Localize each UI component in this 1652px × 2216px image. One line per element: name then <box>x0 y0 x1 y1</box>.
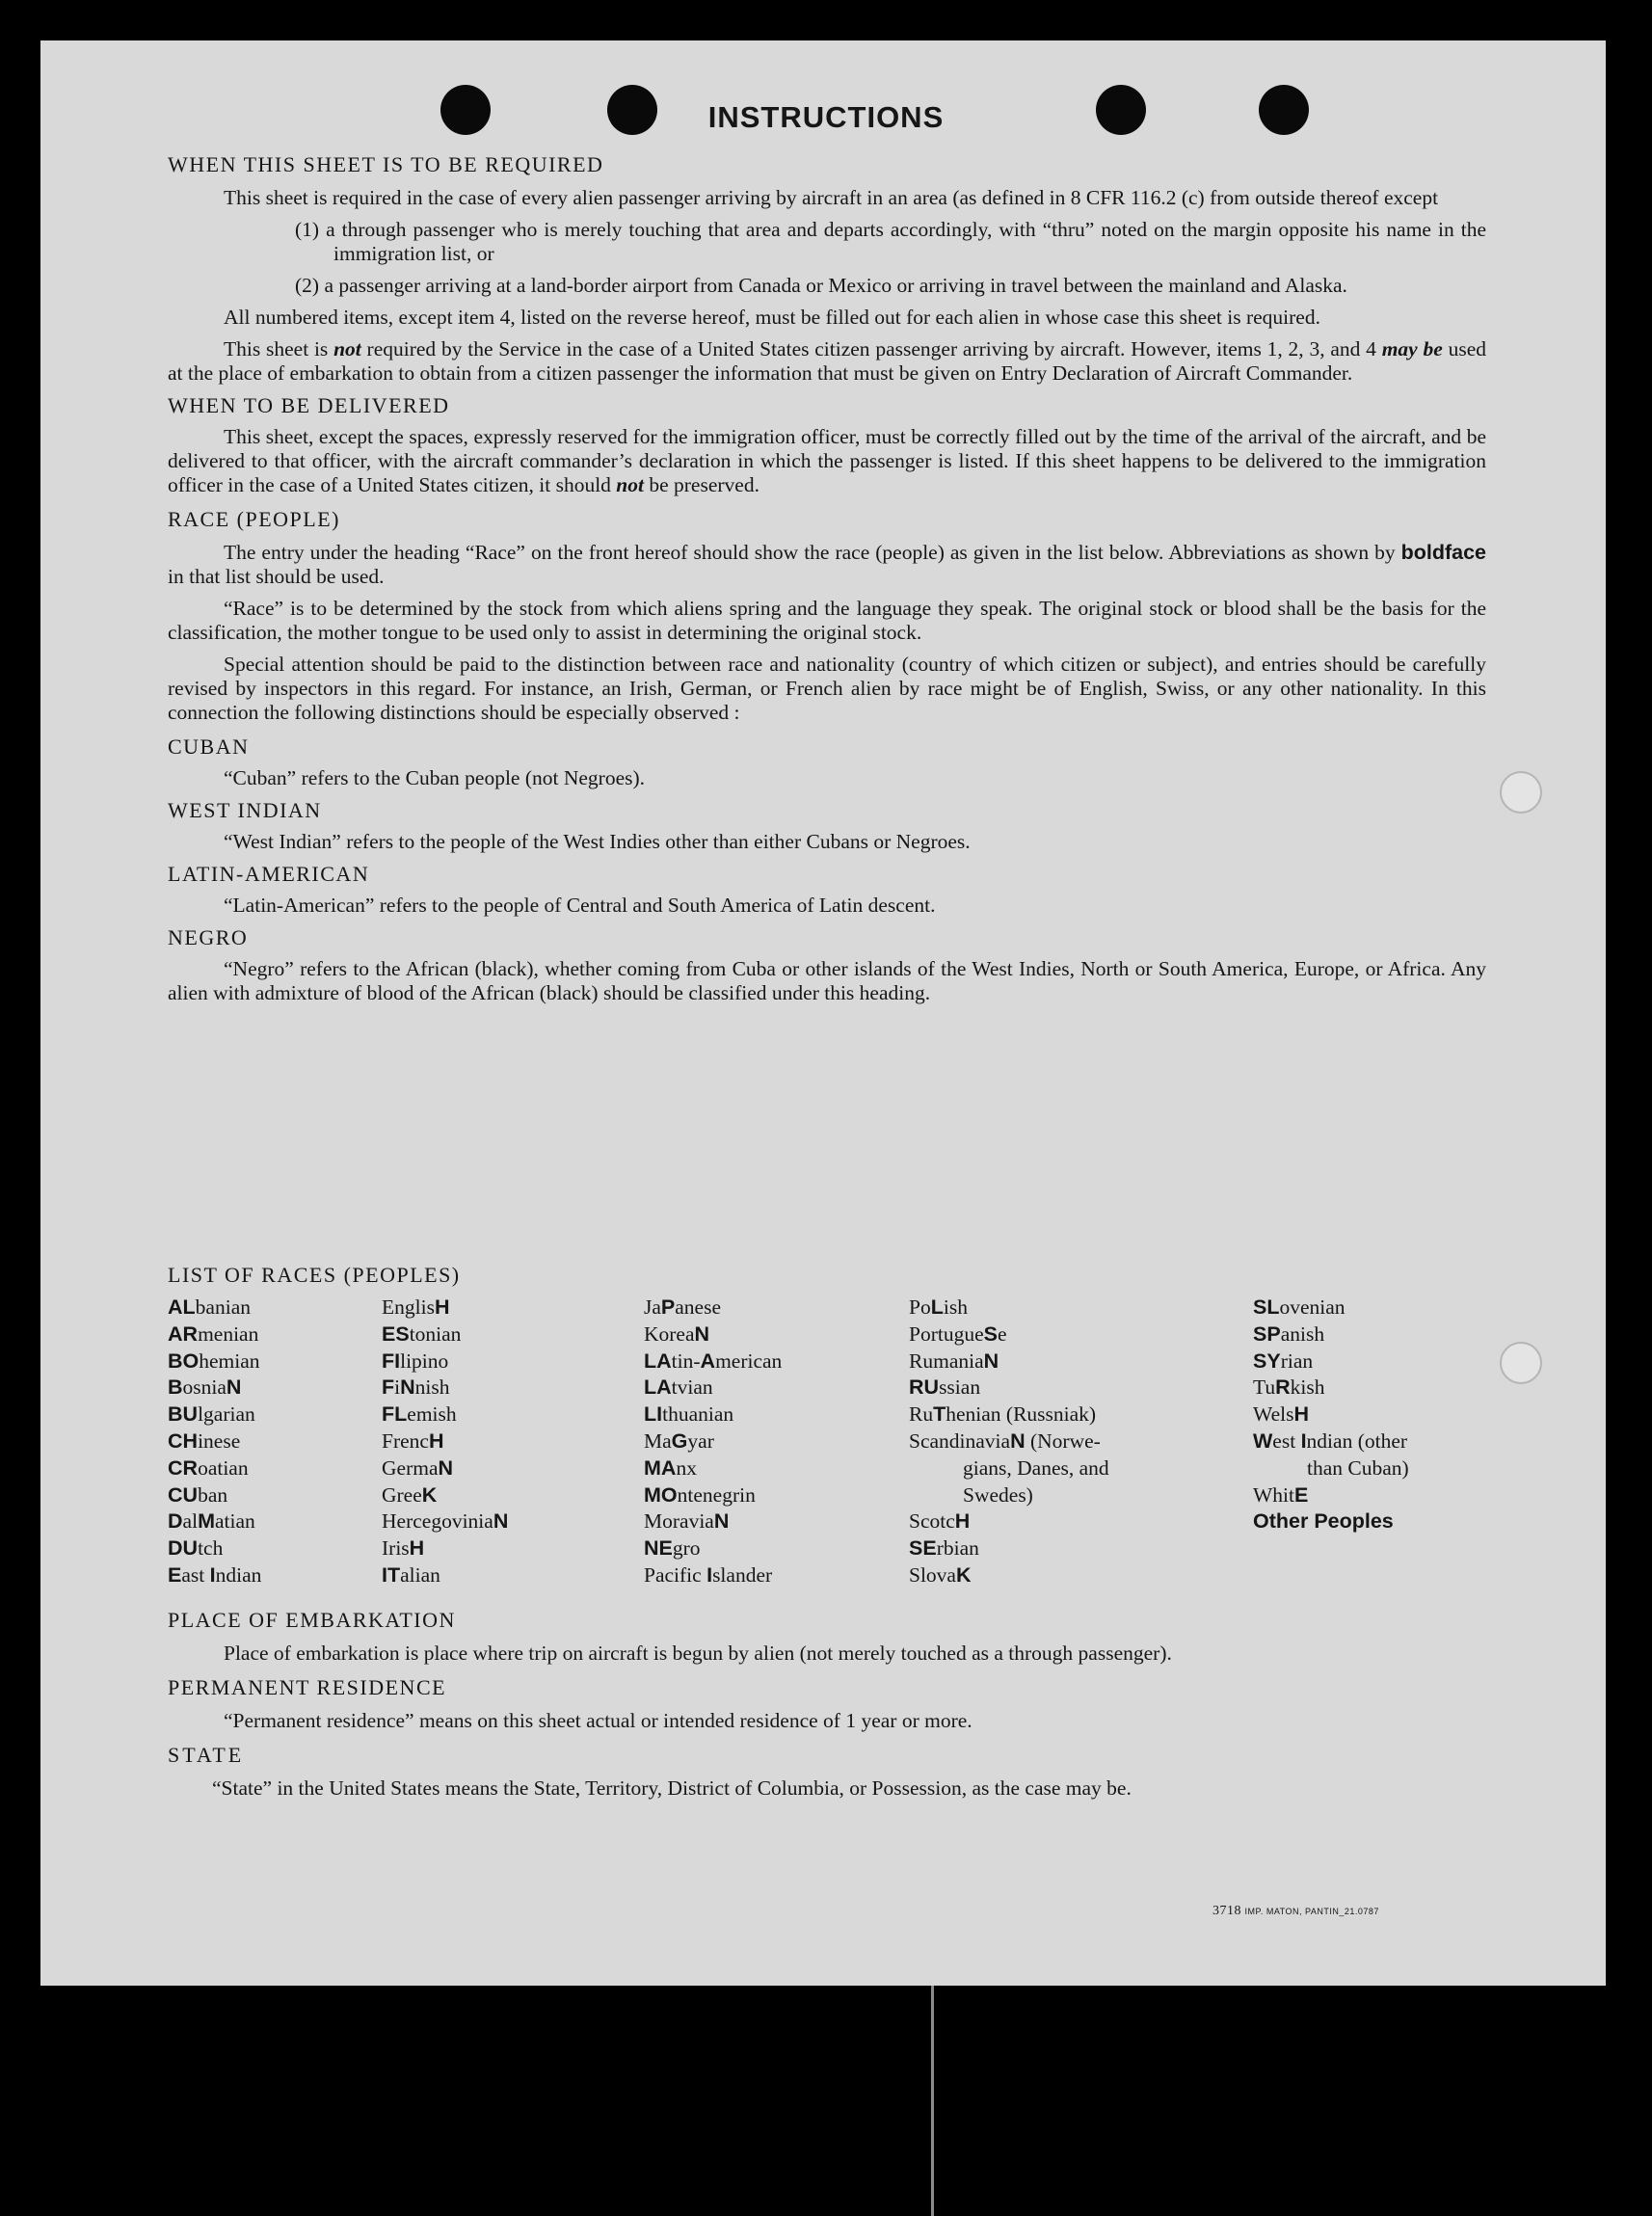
race-entry: SLovenian <box>1253 1295 1346 1319</box>
race-entry: West Indian (other <box>1253 1428 1408 1453</box>
binder-ring <box>1500 1342 1542 1384</box>
race-entry: gians, Danes, and <box>963 1455 1109 1480</box>
heading-latin-american: LATIN-AMERICAN <box>168 862 370 886</box>
race-entry: ARmenian <box>168 1322 259 1346</box>
race-entry: SErbian <box>909 1536 979 1561</box>
para-residence: “Permanent residence” means on this sheet actual or intended residence of 1 year or more. <box>224 1709 973 1732</box>
race-entry: WelsH <box>1253 1402 1309 1427</box>
race-entry: SPanish <box>1253 1322 1325 1346</box>
race-entry: Swedes) <box>963 1482 1033 1507</box>
race-entry: ScandinaviaN (Norwe- <box>909 1428 1101 1453</box>
race-entry: SYrian <box>1253 1348 1314 1373</box>
binder-ring <box>1500 771 1542 814</box>
race-entry: RuThenian (Russniak) <box>909 1402 1097 1427</box>
para-numbered-items: All numbered items, except item 4, listed on the reverse hereof, must be filled out for each alien in whose case this sheet is required. <box>224 306 1320 329</box>
para-citizen: This sheet is not required by the Service in the case of a United States citizen passenger arriving by aircraft. However, items 1, 2, 3, and 4 may be used at the place of embarkation to obtain from a citizen passenger the information that must be given on Entry Declaration of Aircraft Commander. <box>168 337 1486 385</box>
race-entry: FLemish <box>382 1402 457 1427</box>
race-entry: GermaN <box>382 1455 454 1480</box>
race-entry: PoLish <box>909 1295 968 1319</box>
para-required: This sheet is required in the case of every alien passenger arriving by aircraft in an area (as defined in 8 CFR 116.2 (c) from outside thereof except <box>224 186 1439 209</box>
heading-list-of-races: LIST OF RACES (PEOPLES) <box>168 1263 461 1287</box>
heading-delivered: WHEN TO BE DELIVERED <box>168 393 450 417</box>
race-entry: ITalian <box>382 1562 440 1587</box>
race-entry: EnglisH <box>382 1295 450 1319</box>
heading-state: STATE <box>168 1743 245 1767</box>
race-entry: EStonian <box>382 1322 462 1346</box>
race-entry: MoraviaN <box>644 1509 730 1534</box>
exception-2: (2) a passenger arriving at a land-border airport from Canada or Mexico or arriving in travel between the mainland and Alaska. <box>295 274 1347 297</box>
heading-west-indian: WEST INDIAN <box>168 798 322 822</box>
race-entry: MAnx <box>644 1455 697 1480</box>
form-code: 3718 IMP. MATON, PANTIN_21.0787 <box>1212 1904 1379 1918</box>
race-entry: FiNnish <box>382 1375 450 1400</box>
race-entry: TuRkish <box>1253 1375 1325 1400</box>
heading-required: WHEN THIS SHEET IS TO BE REQUIRED <box>168 152 604 176</box>
race-entry: FrencH <box>382 1428 444 1453</box>
race-entry: ScotcH <box>909 1509 971 1534</box>
race-column <box>382 1295 508 1589</box>
race-entry: GreeK <box>382 1482 438 1507</box>
race-entry: NEgro <box>644 1536 701 1561</box>
race-entry: than Cuban) <box>1307 1455 1409 1480</box>
para-embarkation: Place of embarkation is place where trip on aircraft is begun by alien (not merely touched as a through passenger). <box>224 1642 1172 1665</box>
race-entry: BosniaN <box>168 1375 242 1400</box>
exception-1: (1) a through passenger who is merely touching that area and departs accordingly, with “thru” noted on the margin opposite his name in the immigration list, or <box>295 218 1486 265</box>
race-entry: ALbanian <box>168 1295 251 1319</box>
race-entry: RUssian <box>909 1375 981 1400</box>
race-entry: WhitE <box>1253 1482 1309 1507</box>
race-entry: LIthuanian <box>644 1402 734 1427</box>
page-title: INSTRUCTIONS <box>707 100 945 134</box>
race-entry: East Indian <box>168 1562 262 1587</box>
race-column <box>168 1295 261 1589</box>
race-entry: LAtin-American <box>644 1348 783 1373</box>
race-column <box>909 1295 1109 1589</box>
heading-negro: NEGRO <box>168 925 249 949</box>
race-entry: MOntenegrin <box>644 1482 756 1507</box>
para-cuban: “Cuban” refers to the Cuban people (not Negroes). <box>224 766 646 789</box>
races-heading-block <box>168 1263 1486 1287</box>
heading-cuban: CUBAN <box>168 734 250 759</box>
race-entry: HercegoviniaN <box>382 1509 509 1534</box>
heading-race: RACE (PEOPLE) <box>168 507 340 531</box>
race-entry: BUlgarian <box>168 1402 255 1427</box>
section-required <box>168 152 1486 1005</box>
para-state: “State” in the United States means the State, Territory, District of Columbia, or Possession, as the case may be. <box>212 1776 1132 1800</box>
para-race-entry: The entry under the heading “Race” on the front hereof should show the race (people) as given in the list below. Abbreviations as shown by boldface in that list should be used. <box>168 541 1486 588</box>
race-entry: KoreaN <box>644 1322 710 1346</box>
race-entry: LAtvian <box>644 1375 713 1400</box>
race-entry: Other Peoples <box>1253 1509 1394 1534</box>
para-delivered: This sheet, except the spaces, expressly reserved for the immigration officer, must be correctly filled out by the time of the arrival of the aircraft, and be delivered to that officer, with the aircraft commander’s declaration in which the passenger is listed. If this sheet happens to be delivered to the immigration officer in the case of a United States citizen, it should not be preserved. <box>168 425 1486 496</box>
race-entry: JaPanese <box>644 1295 722 1319</box>
heading-embarkation: PLACE OF EMBARKATION <box>168 1608 456 1632</box>
race-entry: MaGyar <box>644 1428 714 1453</box>
para-race-stock: “Race” is to be determined by the stock from which aliens spring and the language they speak. The original stock or blood shall be the basis for the classification, the mother tongue to be used only to assist in determining the original stock. <box>168 597 1486 644</box>
race-entry: IrisH <box>382 1536 425 1561</box>
heading-residence: PERMANENT RESIDENCE <box>168 1675 447 1699</box>
race-entry: PortugueSe <box>909 1322 1007 1346</box>
race-column <box>644 1295 782 1589</box>
race-entry: Pacific Islander <box>644 1562 773 1587</box>
race-entry: SlovaK <box>909 1562 972 1587</box>
para-race-nationality: Special attention should be paid to the distinction between race and nationality (country of which citizen or subject), and entries should be carefully revised by inspectors in this regard. For instance, an Irish, German, or French alien by race might be of English, Swiss, or any other nationality. In this connection the following distinctions should be especially observed : <box>168 653 1486 724</box>
fold-line <box>931 1986 934 2216</box>
para-negro: “Negro” refers to the African (black), whether coming from Cuba or other islands of the West Indies, North or South America, Europe, or Africa. Any alien with admixture of blood of the African (black) should be classified under this heading. <box>168 957 1486 1004</box>
race-entry: CHinese <box>168 1428 241 1453</box>
para-west-indian: “West Indian” refers to the people of the West Indies other than either Cubans or Negroes. <box>224 830 971 853</box>
race-entry: RumaniaN <box>909 1348 999 1373</box>
section-definitions <box>168 1608 1486 1801</box>
race-column <box>1253 1295 1489 1535</box>
race-entry: DUtch <box>168 1536 224 1561</box>
para-latin-american: “Latin-American” refers to the people of Central and South America of Latin descent. <box>224 894 936 917</box>
race-entry: FIlipino <box>382 1348 449 1373</box>
race-entry: CUban <box>168 1482 228 1507</box>
race-entry: BOhemian <box>168 1348 260 1373</box>
race-entry: DalMatian <box>168 1509 255 1534</box>
race-entry: CRoatian <box>168 1455 249 1480</box>
